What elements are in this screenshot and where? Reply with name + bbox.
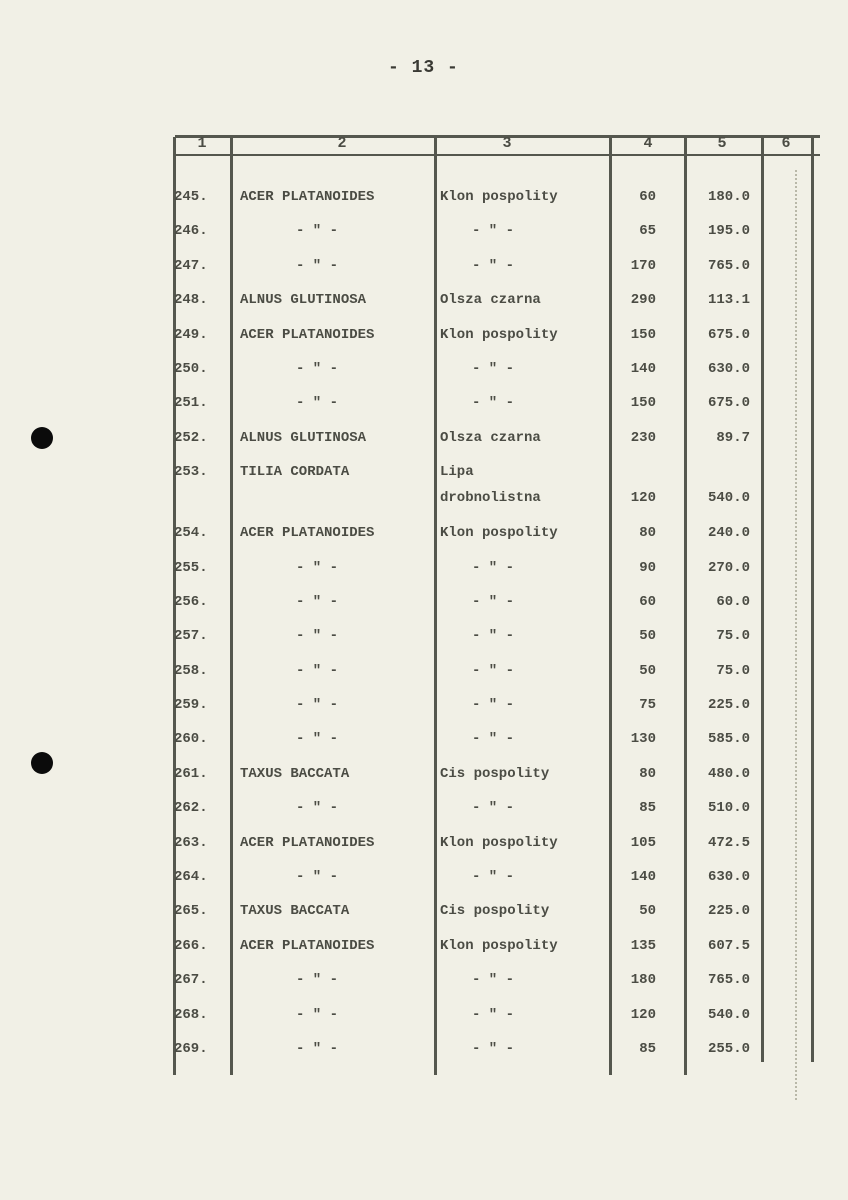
column-4-value: 290 <box>630 292 656 309</box>
row-number: 264. <box>174 869 208 886</box>
table-row <box>0 655 848 689</box>
latin-name: - " - <box>296 869 339 886</box>
table-row <box>0 353 848 387</box>
latin-name: - " - <box>296 223 339 240</box>
column-4-value: 150 <box>630 326 656 343</box>
page-number: - 13 - <box>388 58 459 78</box>
column-5-value: 480.0 <box>707 765 750 782</box>
column-5-value: 607.5 <box>707 937 750 954</box>
table-row <box>0 1033 848 1067</box>
latin-name: - " - <box>296 972 339 989</box>
row-number: 245. <box>174 189 208 205</box>
column-4-value: 135 <box>630 937 656 954</box>
column-5-value: 255.0 <box>707 1040 750 1057</box>
table-row <box>0 586 848 620</box>
table-row <box>0 930 848 964</box>
column-header: 4 <box>643 135 653 152</box>
column-4-value: 50 <box>639 903 656 920</box>
polish-name: - " - <box>472 697 515 714</box>
column-4-value: 130 <box>630 731 656 748</box>
latin-name: - " - <box>296 697 339 714</box>
column-5-value: 60.0 <box>716 593 750 610</box>
polish-name: - " - <box>472 559 515 576</box>
latin-name: TILIA CORDATA <box>240 464 350 481</box>
row-number: 258. <box>174 662 208 679</box>
latin-name: ACER PLATANOIDES <box>240 834 375 851</box>
row-number: 265. <box>174 903 208 920</box>
table-row <box>0 422 848 456</box>
polish-name: Klon pospolity <box>440 189 558 205</box>
latin-name: ACER PLATANOIDES <box>240 525 375 542</box>
row-number: 246. <box>174 223 208 240</box>
column-header: 1 <box>197 135 207 152</box>
row-number: 262. <box>174 800 208 817</box>
column-4-value: 105 <box>630 834 656 851</box>
polish-name: Klon pospolity <box>440 326 558 343</box>
polish-name: Klon pospolity <box>440 937 558 954</box>
column-4-value: 50 <box>639 662 656 679</box>
latin-name: ACER PLATANOIDES <box>240 937 375 954</box>
column-4-value: 180 <box>630 972 656 989</box>
row-number: 256. <box>174 593 208 610</box>
column-5-value: 225.0 <box>707 697 750 714</box>
row-number: 247. <box>174 257 208 274</box>
table-row <box>0 999 848 1033</box>
column-5-value: 180.0 <box>707 189 750 205</box>
polish-name: - " - <box>472 800 515 817</box>
column-4-value: 50 <box>639 628 656 645</box>
column-4-value: 120 <box>630 1006 656 1023</box>
column-5-value: 75.0 <box>716 662 750 679</box>
column-5-value: 195.0 <box>707 223 750 240</box>
column-4-value: 60 <box>639 189 656 205</box>
row-number: 255. <box>174 559 208 576</box>
latin-name: - " - <box>296 1006 339 1023</box>
table-row <box>0 387 848 421</box>
column-4-value: 230 <box>630 429 656 446</box>
row-number: 257. <box>174 628 208 645</box>
latin-name: - " - <box>296 395 339 412</box>
column-header: 2 <box>337 135 347 152</box>
table-row <box>0 552 848 586</box>
column-4-value: 60 <box>639 593 656 610</box>
table-body <box>0 181 848 1067</box>
table-row <box>0 517 848 551</box>
table-row <box>0 181 848 215</box>
column-5-value: 240.0 <box>707 525 750 542</box>
polish-name: - " - <box>472 628 515 645</box>
column-4-value: 140 <box>630 869 656 886</box>
polish-name: Lipa <box>440 464 474 481</box>
polish-name: - " - <box>472 1006 515 1023</box>
row-number: 253. <box>174 464 208 481</box>
table-row <box>0 723 848 757</box>
column-5-value: 765.0 <box>707 972 750 989</box>
row-number: 248. <box>174 292 208 309</box>
column-5-value: 75.0 <box>716 628 750 645</box>
column-4-value: 80 <box>639 765 656 782</box>
column-5-value: 540.0 <box>707 490 750 507</box>
table-row <box>0 861 848 895</box>
row-number: 268. <box>174 1006 208 1023</box>
column-4-value: 85 <box>639 800 656 817</box>
table-row <box>0 827 848 861</box>
table-row <box>0 758 848 792</box>
column-header: 3 <box>502 135 512 152</box>
table-row <box>0 319 848 353</box>
column-4-value: 90 <box>639 559 656 576</box>
column-5-value: 630.0 <box>707 869 750 886</box>
polish-name: - " - <box>472 731 515 748</box>
table-row <box>0 215 848 249</box>
column-4-value: 150 <box>630 395 656 412</box>
row-number: 269. <box>174 1040 208 1057</box>
table-row <box>0 964 848 998</box>
row-number: 261. <box>174 765 208 782</box>
row-number: 260. <box>174 731 208 748</box>
column-4-value: 65 <box>639 223 656 240</box>
table-row <box>0 620 848 654</box>
table-row <box>0 284 848 318</box>
latin-name: - " - <box>296 257 339 274</box>
polish-name: Olsza czarna <box>440 429 541 446</box>
column-header: 6 <box>781 135 791 152</box>
table-row <box>0 689 848 723</box>
column-4-value: 85 <box>639 1040 656 1057</box>
polish-name: - " - <box>472 869 515 886</box>
latin-name: - " - <box>296 662 339 679</box>
latin-name: ACER PLATANOIDES <box>240 326 375 343</box>
polish-name: - " - <box>472 360 515 377</box>
table-row <box>0 250 848 284</box>
column-5-value: 540.0 <box>707 1006 750 1023</box>
polish-name: - " - <box>472 223 515 240</box>
polish-name: - " - <box>472 257 515 274</box>
row-number: 263. <box>174 834 208 851</box>
polish-name: - " - <box>472 395 515 412</box>
column-5-value: 630.0 <box>707 360 750 377</box>
polish-name: Olsza czarna <box>440 292 541 309</box>
row-number: 266. <box>174 937 208 954</box>
polish-name: Cis pospolity <box>440 765 550 782</box>
column-4-value: 120 <box>630 490 656 507</box>
column-5-value: 89.7 <box>716 429 750 446</box>
column-5-value: 675.0 <box>707 326 750 343</box>
table-row <box>0 456 848 517</box>
polish-name: - " - <box>472 972 515 989</box>
polish-name: Cis pospolity <box>440 903 550 920</box>
column-5-value: 585.0 <box>707 731 750 748</box>
row-number: 252. <box>174 429 208 446</box>
table-row <box>0 895 848 929</box>
polish-name-continued: drobnolistna <box>440 490 541 507</box>
row-number: 259. <box>174 697 208 714</box>
row-number: 267. <box>174 972 208 989</box>
latin-name: - " - <box>296 800 339 817</box>
latin-name: ALNUS GLUTINOSA <box>240 292 367 309</box>
column-5-value: 225.0 <box>707 903 750 920</box>
polish-name: - " - <box>472 593 515 610</box>
column-5-value: 270.0 <box>707 559 750 576</box>
column-5-value: 765.0 <box>707 257 750 274</box>
latin-name: ALNUS GLUTINOSA <box>240 429 367 446</box>
latin-name: ACER PLATANOIDES <box>240 189 375 205</box>
polish-name: Klon pospolity <box>440 525 558 542</box>
column-5-value: 675.0 <box>707 395 750 412</box>
row-number: 254. <box>174 525 208 542</box>
row-number: 251. <box>174 395 208 412</box>
header-rule <box>175 154 820 156</box>
column-5-value: 510.0 <box>707 800 750 817</box>
latin-name: - " - <box>296 593 339 610</box>
polish-name: - " - <box>472 1040 515 1057</box>
row-number: 250. <box>174 360 208 377</box>
column-4-value: 140 <box>630 360 656 377</box>
column-5-value: 472.5 <box>707 834 750 851</box>
column-4-value: 80 <box>639 525 656 542</box>
latin-name: - " - <box>296 1040 339 1057</box>
polish-name: - " - <box>472 662 515 679</box>
row-number: 249. <box>174 326 208 343</box>
latin-name: TAXUS BACCATA <box>240 765 350 782</box>
polish-name: Klon pospolity <box>440 834 558 851</box>
column-header: 5 <box>717 135 727 152</box>
latin-name: - " - <box>296 628 339 645</box>
latin-name: - " - <box>296 731 339 748</box>
column-4-value: 75 <box>639 697 656 714</box>
table-row <box>0 792 848 826</box>
column-5-value: 113.1 <box>707 292 750 309</box>
latin-name: - " - <box>296 360 339 377</box>
column-4-value: 170 <box>630 257 656 274</box>
latin-name: - " - <box>296 559 339 576</box>
latin-name: TAXUS BACCATA <box>240 903 350 920</box>
